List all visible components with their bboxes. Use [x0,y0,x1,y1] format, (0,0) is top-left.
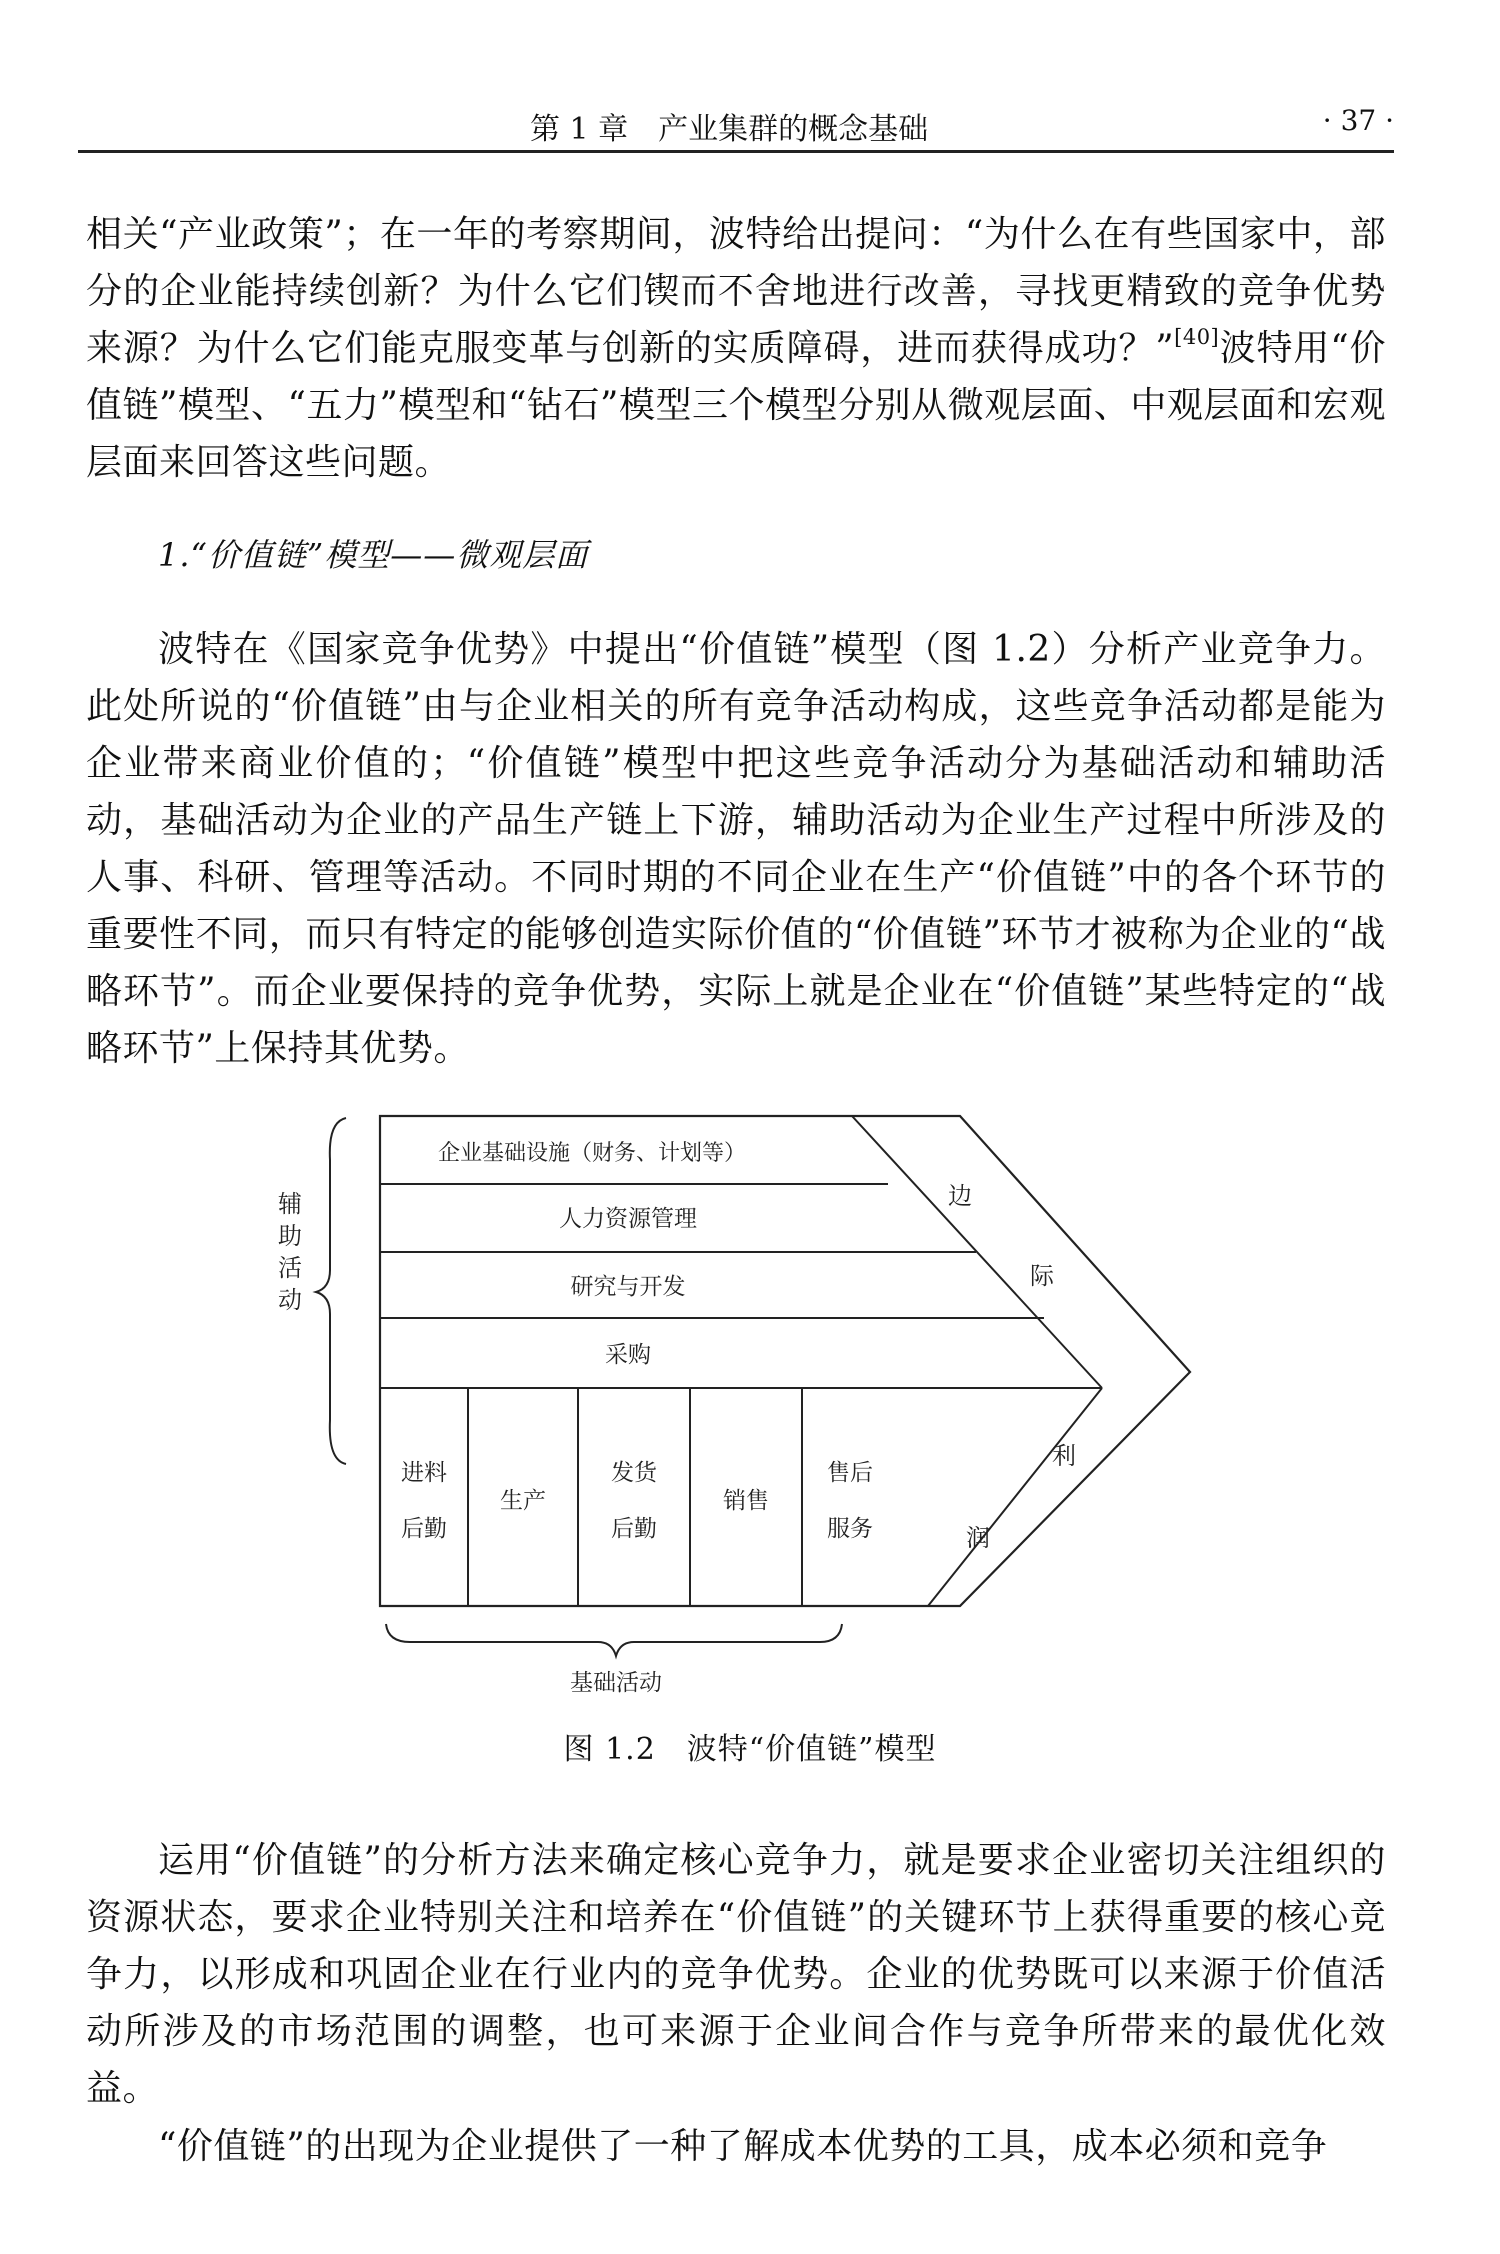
paragraph-4: “价值链”的出现为企业提供了一种了解成本优势的工具，成本必须和竞争 [158,2126,1328,2167]
paragraph-1-text-b: 波特用“价值链”模型、“五力”模型和“钻石”模型三个模型分别从微观层面、中观层面和宏观层面来回答这些问题。 [86,328,1387,483]
support-activity-hr: 人力资源管理 [559,1206,697,1232]
support-label-char: 助 [278,1222,302,1250]
value-chain-figure [260,1100,1220,1720]
section-heading: 1.“价值链”模型——微观层面 [158,536,589,574]
page-header [78,100,1394,153]
margin-label-char: 际 [1030,1262,1054,1290]
support-activity-infrastructure: 企业基础设施（财务、计划等） [437,1141,747,1166]
margin-label-char: 边 [948,1182,972,1210]
margin-diagonal-lower [928,1388,1102,1606]
primary-brace [386,1624,842,1656]
primary-activity-inbound-2: 后勤 [401,1516,447,1542]
primary-activity-outbound-1: 发货 [611,1460,657,1486]
support-label-char: 动 [278,1286,302,1314]
support-label-char: 活 [278,1254,302,1282]
page-number: · 37 · [1322,104,1394,137]
primary-activity-service-1: 售后 [827,1460,873,1486]
primary-label: 基础活动 [570,1670,662,1696]
support-activity-procurement: 采购 [605,1342,651,1368]
primary-activity-service-2: 服务 [827,1516,873,1542]
margin-label-char: 润 [966,1524,990,1552]
citation-ref: [40] [1174,325,1220,349]
support-brace [316,1118,346,1464]
paragraph-1-text-a: 相关“产业政策”；在一年的考察期间，波特给出提问：“为什么在有些国家中，部分的企业能持续创新？为什么它们锲而不舍地进行改善，寻找更精致的竞争优势来源？为什么它们能克服变革与创新的实质障碍，进而获得成功？” [86,214,1386,369]
support-label-char: 辅 [278,1190,302,1218]
primary-activity-operations: 生产 [500,1488,546,1514]
paragraph-2: 波特在《国家竞争优势》中提出“价值链”模型（图 1.2）分析产业竞争力。此处所说的“价值链”由与企业相关的所有竞争活动构成，这些竞争活动都是能为企业带来商业价值的；“价值链”模型中把这些竞争活动分为基础活动和辅助活动，基础活动为企业的产品生产链上下游，辅助活动为企业生产过程中所涉及的人事、科研、管理等活动。不同时期的不同企业在生产“价值链”中的各个环节的重要性不同，而只有特定的能够创造实际价值的“价值链”环节才被称为企业的“战略环节”。而企业要保持的竞争优势，实际上就是企业在“价值链”某些特定的“战略环节”上保持其优势。 [86,629,1386,1069]
primary-activity-outbound-2: 后勤 [611,1516,657,1542]
paragraph-3: 运用“价值链”的分析方法来确定核心竞争力，就是要求企业密切关注组织的资源状态，要求企业特别关注和培养在“价值链”的关键环节上获得重要的核心竞争力，以形成和巩固企业在行业内的竞争优势。企业的优势既可以来源于价值活动所涉及的市场范围的调整，也可来源于企业间合作与竞争所带来的最优化效益。 [86,1840,1386,2109]
paragraph-1 [86,206,1386,491]
primary-activity-sales: 销售 [723,1488,769,1514]
figure-caption: 图 1.2 波特“价值链”模型 [563,1732,937,1767]
running-title: 第 1 章 产业集群的概念基础 [530,112,929,147]
margin-label-char: 利 [1052,1442,1076,1470]
value-chain-outline [380,1116,1190,1606]
support-activity-rnd: 研究与开发 [570,1274,686,1300]
primary-activity-inbound-1: 进料 [401,1460,447,1486]
